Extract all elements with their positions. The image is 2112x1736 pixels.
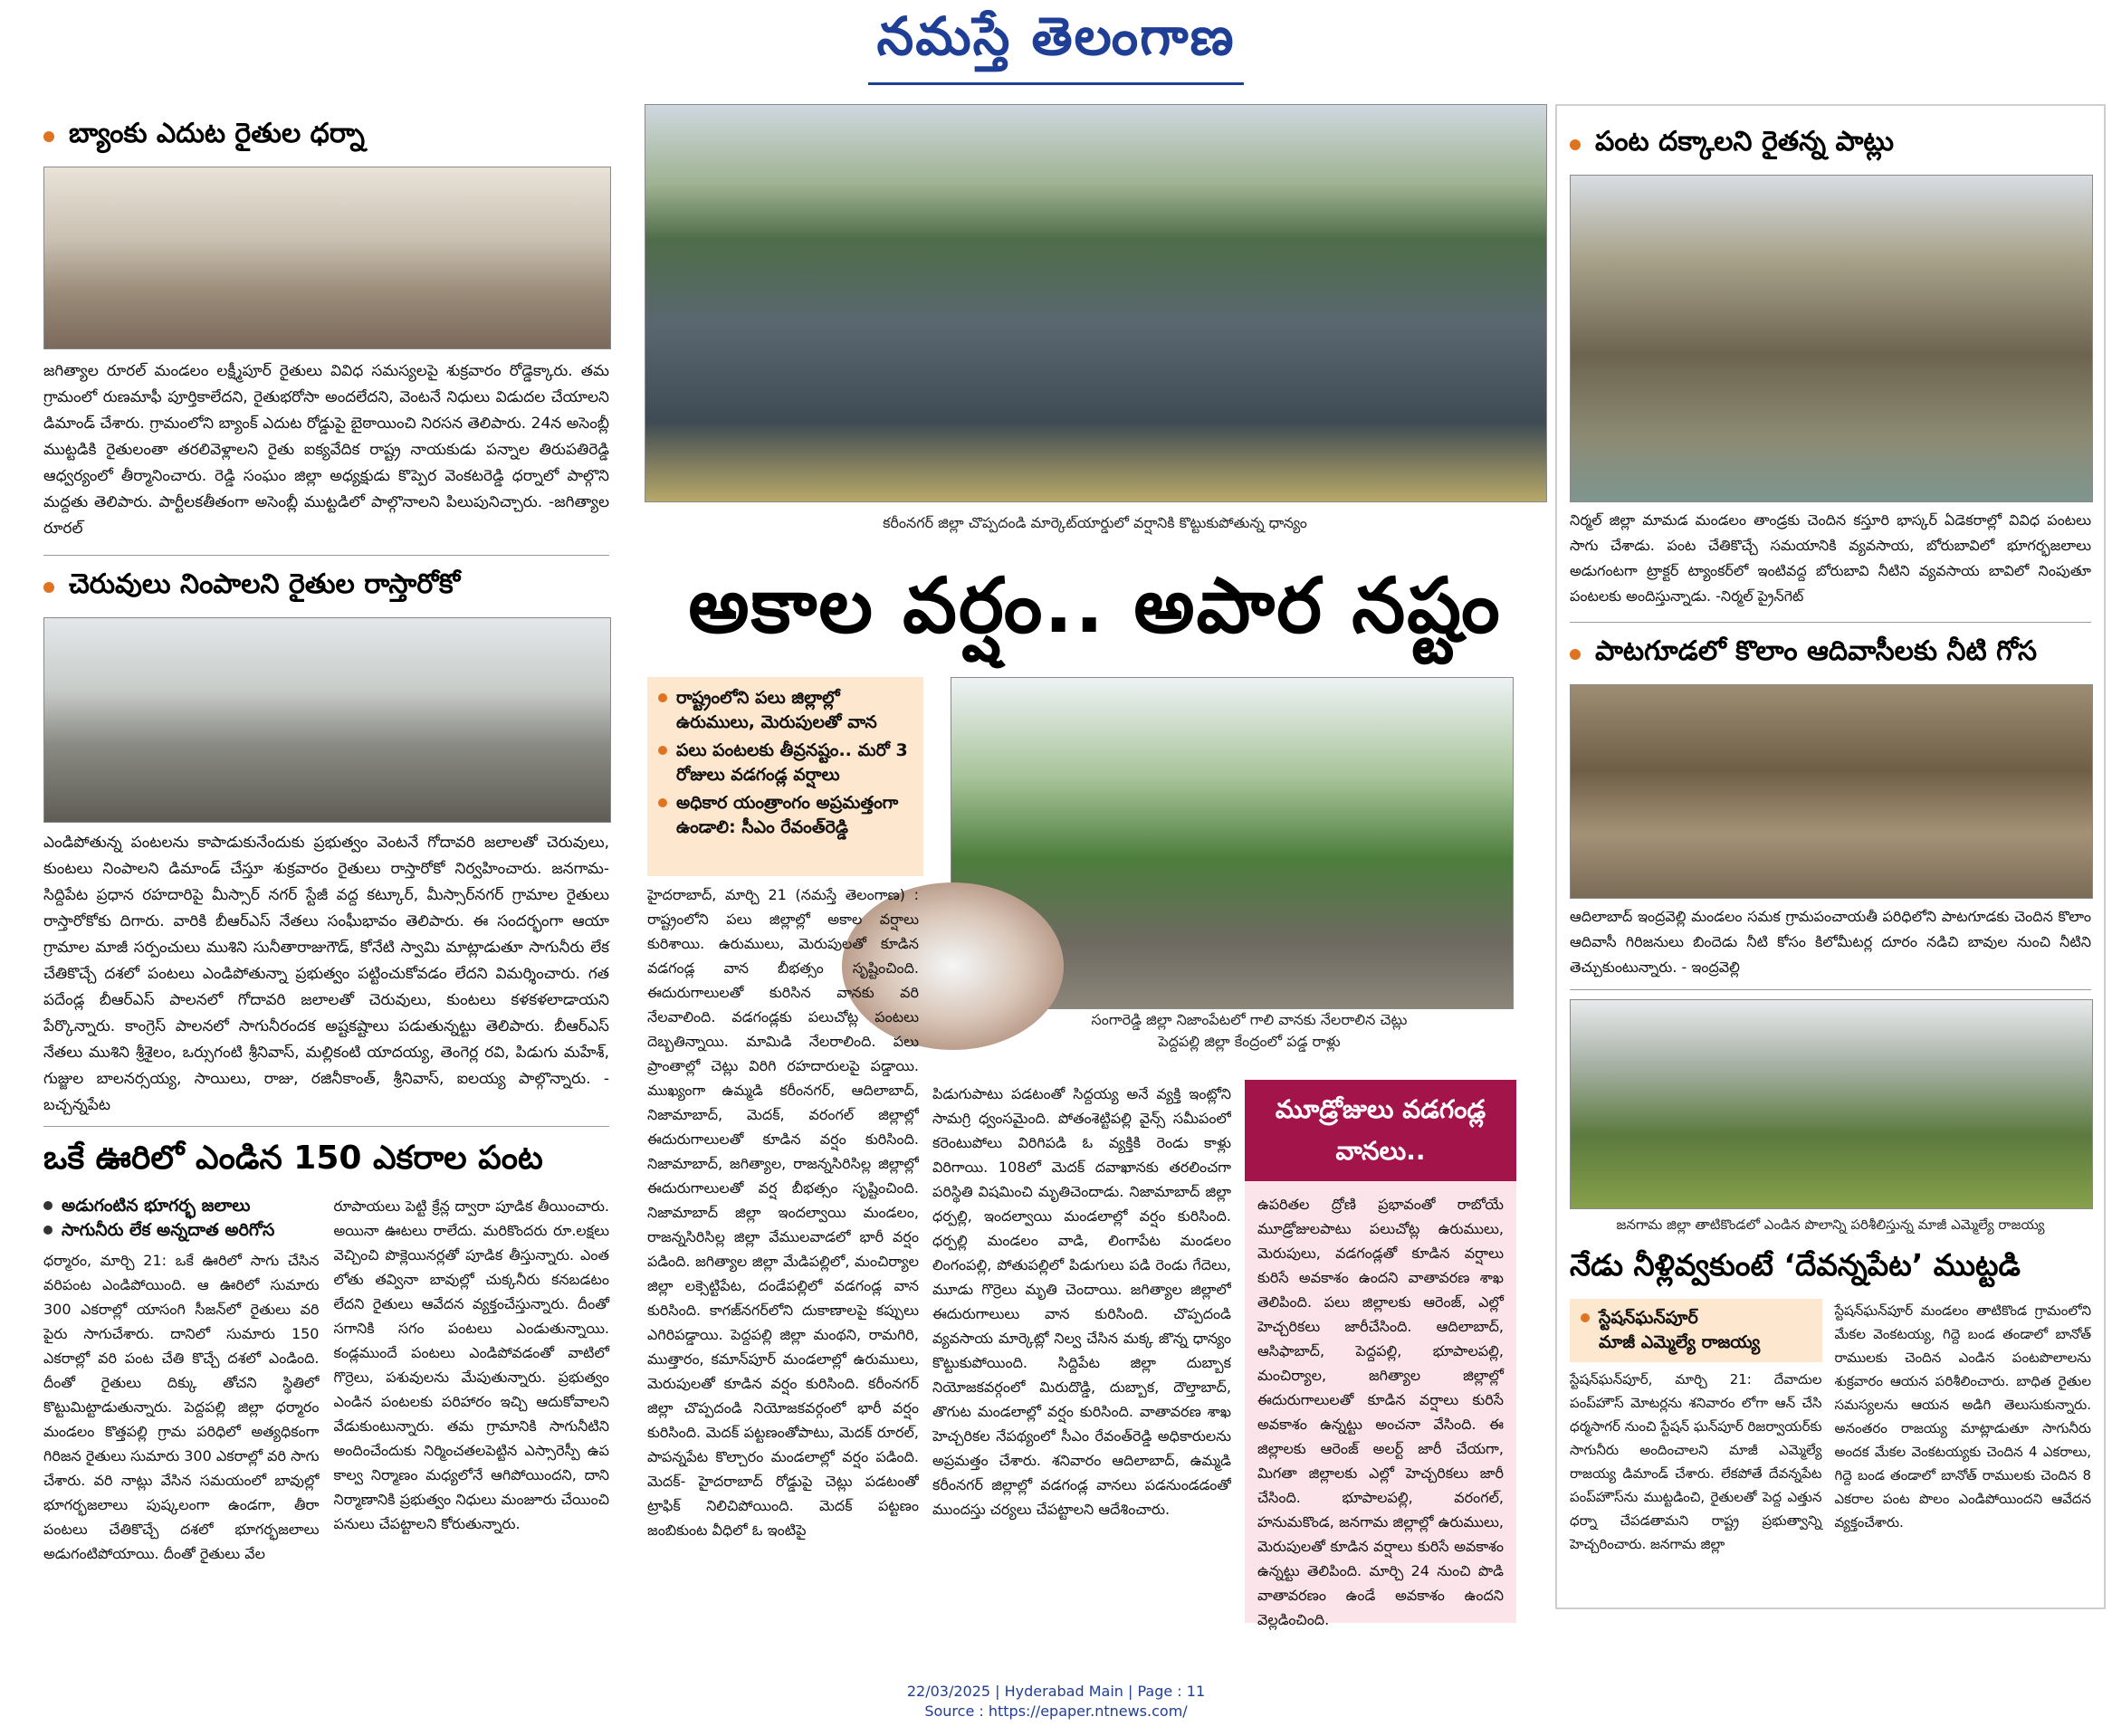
story-devannapet: [1570, 999, 2091, 1556]
photo-caption: కరీంనగర్‌ జిల్లా చొప్పదండి మార్కెట్‌యార్డులో వర్షానికి కొట్టుకుపోతున్న ధాన్యం: [883, 514, 1307, 531]
story-caption: నిర్మల్‌ జిల్లా మామడ మండలం తాండ్రకు చెందిన కస్తూరి భాస్కర్‌ ఏడెకరాల్లో వివిధ పంటలు సాగు చేశాడు. పంట చేతికొచ్చే సమయానికి వ్యవసాయ, బోరుబావిలో భూగర్భజలాలు అడుగంటగా ట్రాక్టర్‌ ట్యాంకర్‌లో ఇంటివద్ద బోరుబావి నీటిని వ్యవసాయ బావిలో నింపుతూ పంటలకు అందిస్తున్నాడు. -నిర్మల్‌ ప్రైన్‌గెట్‌: [1570, 511, 2091, 605]
newspaper-logo: నమస్తే తెలంగాణ: [868, 5, 1245, 85]
photo-caption: జనగామ జిల్లా తాటికొండలో ఎండిన పొలాన్ని పరిశీలిస్తున్న మాజీ ఎమ్మెల్యే రాజయ్య: [1616, 1216, 2045, 1233]
story-headline: బ్యాంకు ఎదుట రైతుల ధర్నా: [69, 118, 365, 149]
summary-box: రాష్ట్రంలోని పలు జిల్లాల్లో ఉరుములు, మెరుపులతో వాన పలు పంటలకు తీవ్రనష్టం.. మరో 3 రోజులు వడగండ్ల వర్షాలు అధికార యంత్రాంగం అప్రమత్తంగా ఉండాలి: సీఎం రేవంత్‌రెడ్డి: [647, 677, 923, 876]
story-headline: పాటగూడలో కొలాం ఆదివాసీలకు నీటి గోస: [1595, 635, 2038, 667]
photo-borewell-water: [1570, 175, 2093, 502]
photo-rasta-roko: [43, 617, 611, 823]
story-bank-dharna: [43, 118, 609, 542]
divider: [1570, 989, 2091, 990]
footer-date-edition: 22/03/2025 | Hyderabad Main | Page : 11: [906, 1683, 1206, 1700]
photo-women-fetching-water: [1570, 684, 2093, 899]
story-caption: ఆదిలాబాద్‌ ఇంద్రవెల్లి మండలం సమక గ్రామపంచాయతీ పరిధిలోని పాటగూడకు చెందిన కొలాం ఆదివాసీ గిరిజనులు బిందెడు నీటి కోసం కిలోమీటర్ల దూరం నడిచి బావుల నుంచి నీటిని తెచ్చుకుంటున్నారు. - ఇంద్రవెల్లి: [1570, 908, 2091, 976]
bullet-icon: [658, 746, 667, 755]
divider: [43, 555, 609, 556]
story-body: జగిత్యాల రూరల్‌ మండలం లక్ష్మీపూర్‌ రైతులు వివిధ సమస్యలపై శుక్రవారం రోడ్డెక్కారు. తమ గ్రామంలో రుణమాఫీ పూర్తికాలేదని, రైతుభరోసా అందలేదని, వెంటనే నిధులు విడుదల చేయాలని డిమాండ్‌ చేశారు. గ్రామంలోని బ్యాంక్‌ ఎదుట రోడ్డుపై బైఠాయించి నిరసన తెలిపారు. 24న అసెంబ్లీ ముట్టడికి రైతులంతా తరలివెళ్లాలని రైతు ఐక్యవేదిక రాష్ట్ర నాయకుడు పన్నాల తిరుపతిరెడ్డి ఆధ్వర్యంలో తీర్మానించారు. రెడ్డి సంఘం జిల్లా అధ్యక్షుడు కొప్పెర వెంకటరెడ్డి ధర్నాలో పాల్గొని మద్దతు తెలిపారు. పార్టీలకతీతంగా అసెంబ్లీ ముట్టడిలో పాల్గొనాలని పిలుపునిచ్చారు. -జగిత్యాల రూరల్‌: [43, 362, 609, 538]
story-body-col2: రూపాయలు పెట్టి క్రేన్ల ద్వారా పూడిక తీయించారు. అయినా ఊటలు రాలేదు. మరికొందరు రూ.లక్షలు వెచ్చించి పొక్లెయినర్లతో పూడిక తీస్తున్నారు. ఎంత లోతు తవ్వినా బావుల్లో చుక్కనీరు కనబడటం లేదని రైతులు ఆవేదన వ్యక్తంచేస్తున్నారు. దీంతో సగానికి సగం పంటలు ఎండుతున్నాయి. కండ్లముందే పంటలు ఎండిపోవడంతో వాటిలో గొర్రెలు, పశువులను మేపుతున్నారు. ప్రభుత్వం ఎండిన పంటలకు పరిహారం ఇచ్చి ఆదుకోవాలని వేడుకుంటున్నారు. తమ గ్రామానికి సాగునీటిని అందించేందుకు నిర్మించతలపెట్టిన ఎస్సారెస్పీ ఉప కాల్వ నిర్మాణం మధ్యలోనే ఆగిపోయిందని, దాని నిర్మాణానికి ప్రభుత్వం నిధులు మంజూరు చేయించి పనులు చేపట్టాలని కోరుతున్నారు.: [333, 1197, 609, 1532]
story-headline: పంట దక్కాలని రైతన్న పాట్లు: [1595, 126, 1894, 157]
bullet-icon: [658, 798, 667, 807]
story-headline: ఒకే ఊరిలో ఎండిన 150 ఎకరాల పంట: [43, 1140, 543, 1177]
page-footer: [0, 1682, 2112, 1722]
masthead: [0, 0, 2112, 78]
story-borewell: [1570, 126, 2091, 609]
bullet-icon: [43, 1226, 53, 1235]
photo-caption: సంగారెడ్డి జిల్లా నిజాంపేటలో గాలి వానకు నేలరాలిన చెట్లు: [1091, 1011, 1408, 1028]
story-dried-crop: [43, 1140, 609, 1566]
story-subpoints: అడుగంటిన భూగర్భ జలాలు సాగునీరు లేక అన్నదాత అరిగోస: [43, 1194, 320, 1248]
divider: [43, 1126, 609, 1127]
center-column: [645, 104, 1545, 533]
story-body-col2: స్టేషన్‌ఘన్‌పూర్‌ మండలం తాటికొండ గ్రామంలోని మేకల వెంకటయ్య, గిద్దె బండ తండాలో బానోత్‌ రాములకు చెందిన ఎండిన పంటపొలాలను శుక్రవారం ఆయన పరిశీలించారు. బాధిత రైతుల సమస్యలను ఆయన అడిగి తెలుసుకున్నారు. అనంతరం రాజయ్య మాట్లాడుతూ సాగునీరు అందక మేకల వెంకటయ్యకు చెందిన 4 ఎకరాలు, గిద్దె బండ తండాలో బానోత్‌ రాములకు చెందిన 8 ఎకరాల పంట పొలం ఎండిపోయిందని ఆవేదన వ్యక్తంచేశారు.: [1834, 1302, 2091, 1531]
bullet-icon: [1570, 649, 1581, 660]
photo-farmers-dharna: [43, 167, 611, 349]
photo-caption: పెద్దపల్లి జిల్లా కేంద్రంలో పడ్డ రాళ్లు: [1158, 1033, 1341, 1050]
footer-source-link[interactable]: Source : https://epaper.ntnews.com/: [924, 1703, 1188, 1720]
main-story-lead: హైదరాబాద్‌, మార్చి 21 (నమస్తే తెలంగాణ) : రాష్ట్రంలోని పలు జిల్లాల్లో అకాల వర్షాలు కురిశాయి. ఉరుములు, మెరుపులతో కూడిన వడగండ్ల వాన బీభత్సం సృష్టించింది. ఈదురుగాలులతో కురిసిన వానకు వరి నేలవాలింది. వడగండ్లకు పలుచోట్ల పంటలు దెబ్బతిన్నాయి. మామిడి నేలరాలింది. పలు ప్రాంతాల్లో చెట్లు విరిగి రహదారులపై పడ్డాయి. ముఖ్యంగా ఉమ్మడి కరీంనగర్‌, ఆదిలాబాద్‌, నిజామాబాద్‌, మెదక్‌, వరంగల్‌ జిల్లాల్లో ఈదురుగాలులతో కూడిన వర్షం కురిసింది. నిజామాబాద్‌, జగిత్యాల, రాజన్నసిరిసిల్ల జిల్లాల్లో ఈదురుగాలులతో వర్ష బీభత్సం సృష్టించింది. నిజామాబాద్‌ జిల్లా ఇందల్వాయి మండలం, రాజన్నసిరిసిల్ల జిల్లా వేములవాడలో భారీ వర్షం పడింది. జగిత్యాల జిల్లా మేడిపల్లిలో, మంచిర్యాల జిల్లా లక్సెట్టిపేట, దండేపల్లిలో వడగండ్ల వాన కురిసింది. కాగజ్‌నగర్‌లోని దుకాణాలపై కప్పులు ఎగిరిపడ్డాయి. పెద్దపల్లి జిల్లా మంథని, రామగిరి, ముత్తారం, కమాన్‌పూర్‌ మండలాల్లో ఉరుములు, మెరుపులతో కూడిన వర్షం కురిసింది. కరీంనగర్‌ జిల్లా చొప్పదండి నియోజకవర్గంలో భారీ వర్షం కురిసింది. మెదక్‌ పట్టణంతోపాటు, మెదక్‌ రూరల్‌, పాపన్నపేట కొల్చారం మండలాల్లో వర్షం పడింది. మెదక్‌- హైదరాబాద్‌ రోడ్డుపై చెట్లు పడటంతో ట్రాఫిక్‌ నిలిచిపోయింది. మెదక్‌ పట్టణం జంబికుంట వీధిలో ఓ ఇంటిపై: [647, 886, 919, 1539]
story-headline: నేడు నీళ్లివ్వకుంటే ‘దేవన్నపేట’ ముట్టడి: [1570, 1247, 2021, 1283]
photo-inspecting-dried-field: [1570, 999, 2093, 1209]
bullet-icon: [1581, 1313, 1590, 1322]
divider: [1570, 622, 2091, 623]
story-body-col1: స్టేషన్‌ఘన్‌పూర్‌, మార్చి 21: దేవాదుల పంప్‌హౌస్‌ మోటర్లను శనివారం లోగా ఆన్‌ చేసి ధర్మసాగర్‌ నుంచి స్టేషన్‌ ఘన్‌పూర్‌ రిజర్వాయర్‌కు సాగునీరు అందించాలని మాజీ ఎమ్మెల్యే రాజయ్య డిమాండ్‌ చేశారు. లేకపోతే దేవన్నపేట పంప్‌హౌస్‌ను ముట్టడించి, రైతులతో పెద్ద ఎత్తున ధర్నా చేపడతామని రాష్ట్ర ప్రభుత్వాన్ని హెచ్చరించారు. జనగామ జిల్లా: [1570, 1371, 1822, 1552]
bullet-icon: [43, 131, 54, 142]
rain-forecast-box: [1245, 1080, 1516, 1628]
bullet-icon: [658, 693, 667, 702]
story-pataguda-water: [1570, 635, 2091, 980]
story-body-col1: ధర్మారం, మార్చి 21: ఒకే ఊరిలో సాగు చేసిన వరిపంట ఎండిపోయింది. ఆ ఊరిలో సుమారు 300 ఎకరాల్లో యాసంగి సీజన్‌లో రైతులు వరి పైరు సాగుచేశారు. దానిలో సుమారు 150 ఎకరాల్లో వరి పంట చేతి కొచ్చే దశలో ఎండింది. దీంతో రైతులు దిక్కు తోచని స్థితిలో కొట్టుమిట్టాడుతున్నారు. పెద్దపల్లి జిల్లా ధర్మారం మండలం కొత్తపల్లి గ్రామ పరిధిలో అత్యధికంగా గిరిజన రైతులు సుమారు 300 ఎకరాల్లో వరి సాగు చేశారు. వరి నాట్లు వేసిన సమయంలో బావుల్లో భూగర్భజలాలు పుష్కలంగా ఉండగా, తీరా పంటలు చేతికొచ్చే దశలో భూగర్భజలాలు అడుగంటిపోయాయి. దీంతో రైతులు వేల: [43, 1252, 320, 1562]
story-headline: చెరువులు నింపాలని రైతుల రాస్తారోకో: [69, 568, 461, 600]
story-subpoints: స్టేషన్‌ఘన్‌పూర్‌ మాజీ ఎమ్మెల్యే రాజయ్య: [1570, 1299, 1822, 1362]
story-rasta-roko: [43, 568, 609, 1119]
bullet-icon: [43, 582, 54, 593]
main-story-col2: పిడుగుపాటు పడటంతో సిద్దయ్య అనే వ్యక్తి ఇంట్లోని సామగ్రి ధ్వంసమైంది. పోతంశెట్టిపల్లి వైన్స్‌ సమీపంలో కరెంటుపోలు విరిగిపడి ఓ వ్యక్తికి రెండు కాళ్లు విరిగాయి. 108లో మెదక్‌ దవాఖానకు తరలించగా పరిస్థితి విషమించి మృతిచెందాడు. నిజామాబాద్‌ జిల్లా ధర్పల్లి, ఇందల్వాయి మండలాల్లో వర్షం కురిసింది. ధర్పల్లి మండలం వాడి, లింగాపేట మండలం లింగంపల్లి, పోతుపల్లిలో పిడుగులు పడి రెండు గేదెలు, మూడు గొర్రెలు మృతి చెందాయి. జగిత్యాల జిల్లాలో ఈదురుగాలులు వాన కురిసింది. చొప్పదండి వ్యవసాయ మార్కెట్లో నిల్వ చేసిన మక్క జొన్న ధాన్యం కొట్టుకుపోయింది. సిద్దిపేట జిల్లా దుబ్బాక నియోజకవర్గంలో మిరుదొడ్డి, దుబ్బాక, దౌల్తాబాద్‌, తొగుట మండలాల్లో వర్షం కురిసింది. వాతావరణ శాఖ హెచ్చరికల నేపథ్యంలో సీఎం రేవంత్‌రెడ్డి అధికారులను అప్రమత్తం చేశారు. శనివారం ఆదిలాబాద్‌, ఉమ్మడి కరీంనగర్‌ జిల్లాల్లో వడగండ్ల వానలు పడనుండడంతో ముందస్తు చర్యలు చేపట్టాలని ఆదేశించారు.: [932, 1085, 1231, 1518]
main-headline: అకాల వర్షం.. అపార నష్టం: [688, 561, 1502, 650]
box-headline: మూడ్రోజులు వడగండ్ల వానలు..: [1245, 1080, 1516, 1181]
right-column: [1555, 104, 2106, 1609]
box-body: ఉపరితల ద్రోణి ప్రభావంతో రాబోయే మూడ్రోజులపాటు పలుచోట్ల ఉరుములు, మెరుపులు, వడగండ్లతో కూడిన వర్షాలు కురిసే అవకాశం ఉందని వాతావరణ శాఖ తెలిపింది. పలు జిల్లాలకు ఆరెంజ్‌, ఎల్లో హెచ్చరికలు జారీచేసింది. ఆదిలాబాద్‌, ఆసిఫాబాద్‌, పెద్దపల్లి, భూపాలపల్లి, మంచిర్యాల, జగిత్యాల జిల్లాల్లో ఈదురుగాలులతో కూడిన వర్షాలు కురిసే అవకాశం ఉన్నట్టు అంచనా వేసింది. ఈ జిల్లాలకు ఆరెంజ్‌ అలర్ట్‌ జారీ చేయగా, మిగతా జిల్లాలకు ఎల్లో హెచ్చరికలు జారీ చేసింది. భూపాలపల్లి, వరంగల్‌, హనుమకొండ, జనగామ జిల్లాల్లో ఉరుములు, మెరుపులతో కూడిన వర్షాలు కురిసే అవకాశం ఉన్నట్టు తెలిపింది. మార్చి 24 నుంచి పొడి వాతావరణం ఉండే అవకాశం ఉందని వెల్లడించింది.: [1257, 1196, 1504, 1628]
left-column: [43, 109, 609, 1566]
photo-market-yard-rain: [645, 104, 1547, 502]
bullet-icon: [1570, 139, 1581, 150]
bullet-icon: [43, 1201, 53, 1210]
story-body: ఎండిపోతున్న పంటలను కాపాడుకునేందుకు ప్రభుత్వం వెంటనే గోదావరి జలాలతో చెరువులు, కుంటలు నింపాలని డిమాండ్‌ చేస్తూ శుక్రవారం రైతులు రాస్తారోకో నిర్వహించారు. జనగామ- సిద్దిపేట ప్రధాన రహదారిపై మీస్సార్‌ నగర్‌ స్టేజీ వద్ద కట్కూర్‌, మీస్సార్‌నగర్‌ గ్రామాల రైతులు రాస్తారోకోకు దిగారు. వారికి బీఆర్‌ఎస్‌ నేతలు సంఘీభావం తెలిపారు. ఈ సందర్భంగా ఆయా గ్రామాల మాజీ సర్పంచులు ముశిని సునీతారాజుగౌడ్‌, కోనేటి స్వామి మాట్లాడుతూ సాగునీరు లేక చేతికొచ్చే దశలో పంటలు ఎండిపోతున్నా ప్రభుత్వం పట్టించుకోవడం లేదని విమర్శించారు. గత పదేండ్ల బీఆర్‌ఎస్‌ పాలనలో గోదావరి జలాలతో చెరువులు, కుంటలు కళకళలాడాయని పేర్కొన్నారు. కాంగ్రెస్‌ పాలనలో సాగునీరందక అష్టకష్టాలు పడుతున్నట్టు తెలిపారు. బీఆర్‌ఎస్‌ నేతలు ముశిని శ్రీశైలం, ఒర్సుగంటి శ్రీనివాస్‌, మల్లికంటి యాదయ్య, తెంగెర్ల రవి, పిడుగు మహేశ్‌, గుజ్జుల బాలనర్సయ్య, సాయిలు, రాజు, రజినీకాంత్‌, శ్రీనివాస్‌, ఐలయ్య పాల్గొన్నారు. - బచ్చన్నపేట: [43, 834, 609, 1114]
